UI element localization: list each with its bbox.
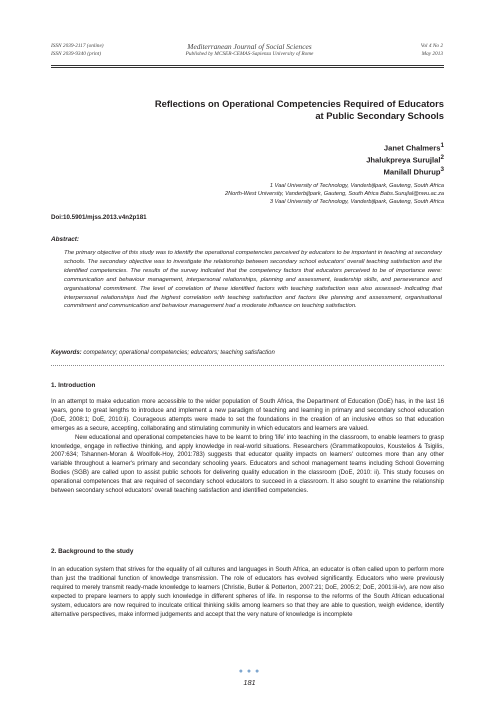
author: Jhalukpreya Surujlal$^2$ <box>366 153 444 165</box>
journal-name: Mediterranean Journal of Social Sciences <box>187 42 312 51</box>
section-body <box>51 398 444 496</box>
paragraph: New educational and operational competencies have to be learnt to bring 'life' into teaching in the classroom, to enable learners to grasp knowledge, engage in reflective thinking, and apply knowledge in real-world situations. Researchers (Grammatikopoulos, Koustelios & Tsigilis, 2007:634; Tshannen-Moran & Woolfolk-Hoy, 2001:783) suggests that educator quality impacts on learners' outcomes more than any other variable throughout a learner's primary and secondary schooling years. Educators and school management teams including School Governing Bodies (SGB) are called upon to assist public schools for delivering quality education in the classroom (DoE, 2010: ii). This study focuses on operational competences that are required of secondary school educators to succeed in a classroom. It also sought to examine the relationship between secondary school educators' overall teaching satisfaction and identified competencies. <box>51 433 444 495</box>
affiliation: 1 Vaal University of Technology, Vanderbijlpark, Gauteng, South Africa <box>269 183 444 189</box>
doi: Doi:10.5901/mjss.2013.v4n2p181 <box>51 214 147 221</box>
footer-dots: ● ● ● <box>238 668 261 675</box>
section-heading: 2. Background to the study <box>51 548 134 555</box>
abstract-text: The primary objective of this study was to identify the operational competencies perceived by educators to be important in teaching at secondary schools. The secondary objective was to investigate the relationship between secondary school educators' overall teaching satisfaction and the identified competencies. The results of the survey indicated that the competency factors that educators perceived to be of importance were: communication and behaviour management, interpersonal relationships, planning and assessment, leadership skills, and perseverance and organisational commitment. The level of correlation of these identified factors with teaching satisfaction was also assessed- indicating that interpersonal relationships had the highest correlation with teaching satisfaction and factors like planning and assessment, organisational commitment and communication and behaviour management had a moderate influence on teaching satisfaction. <box>64 250 442 310</box>
issn-print: ISSN 2039-9340 (print) <box>51 50 102 57</box>
issn-online: ISSN 2039-2117 (online) <box>51 43 104 49</box>
issue-date: May 2013 <box>421 50 443 57</box>
keywords-label: Keywords: <box>51 350 82 356</box>
keywords-list: competency; operational competencies; educators; teaching satisfaction <box>81 350 275 356</box>
paragraph: In an attempt to make education more accessible to the wider population of South Africa, the Department of Education (DoE) has, in the last 16 years, gone to great lengths to introduce and implement a new paradigm of teaching and learning in primary and secondary school education (DoE, 2008:1; DoE, 2010:ii). Courageous attempts were made to set the foundations in the creation of an inclusive ethos so that education emerges as a secure, accepting, collaborating and stimulating community in which educators and learners are valued. <box>51 398 444 432</box>
section-heading: 1. Introduction <box>51 382 96 389</box>
divider <box>51 365 444 366</box>
header-rule-2 <box>51 67 444 68</box>
header-volume <box>421 43 443 58</box>
paper-title <box>64 98 444 121</box>
abstract-heading: Abstract: <box>51 236 80 243</box>
affiliations <box>225 182 444 207</box>
author-list <box>366 141 444 177</box>
author: Janet Chalmers$^1$ <box>383 142 444 153</box>
section-body <box>51 566 444 619</box>
keywords <box>51 350 444 356</box>
volume: Vol 4 No 2 <box>420 43 443 49</box>
publisher: Published by MCSER-CEMAS-Sapienza University of Rome <box>185 51 314 57</box>
page-number: 181 <box>243 678 256 687</box>
title-line-2: at Public Secondary Schools <box>315 109 444 121</box>
affiliation: 2North-West University, Vanderbijlpark, Gauteng, South Africa Babs.Surujlal@nwu.ac.za <box>225 191 444 198</box>
header-rule <box>51 65 444 66</box>
title-line-1: Reflections on Operational Competencies Required of Educators <box>154 98 444 109</box>
paragraph: In an education system that strives for the equality of all cultures and languages in South Africa, an educator is often called upon to perform more than just the traditional function of knowledge transmission. The role of educators has evolved significantly. Educators who were previously required to merely transmit ready-made knowledge to learners (Christie, Butler & Potterton, 2007:21; DoE, 2005:2; DoE, 2001:iii-iv), are now also expected to prepare learners to apply such knowledge in different spheres of life. In response to the reforms of the South African educational system, educators are now required to inculcate critical thinking skills among learners so that they are able to question, weigh evidence, identify alternative perspectives, make informed judgements and accept that the very nature of knowledge is incomplete <box>51 566 444 618</box>
author: Manilall Dhurup$^3$ <box>383 165 444 177</box>
affiliation: 3 Vaal University of Technology, Vanderbijlpark, Gauteng, South Africa <box>269 199 444 206</box>
